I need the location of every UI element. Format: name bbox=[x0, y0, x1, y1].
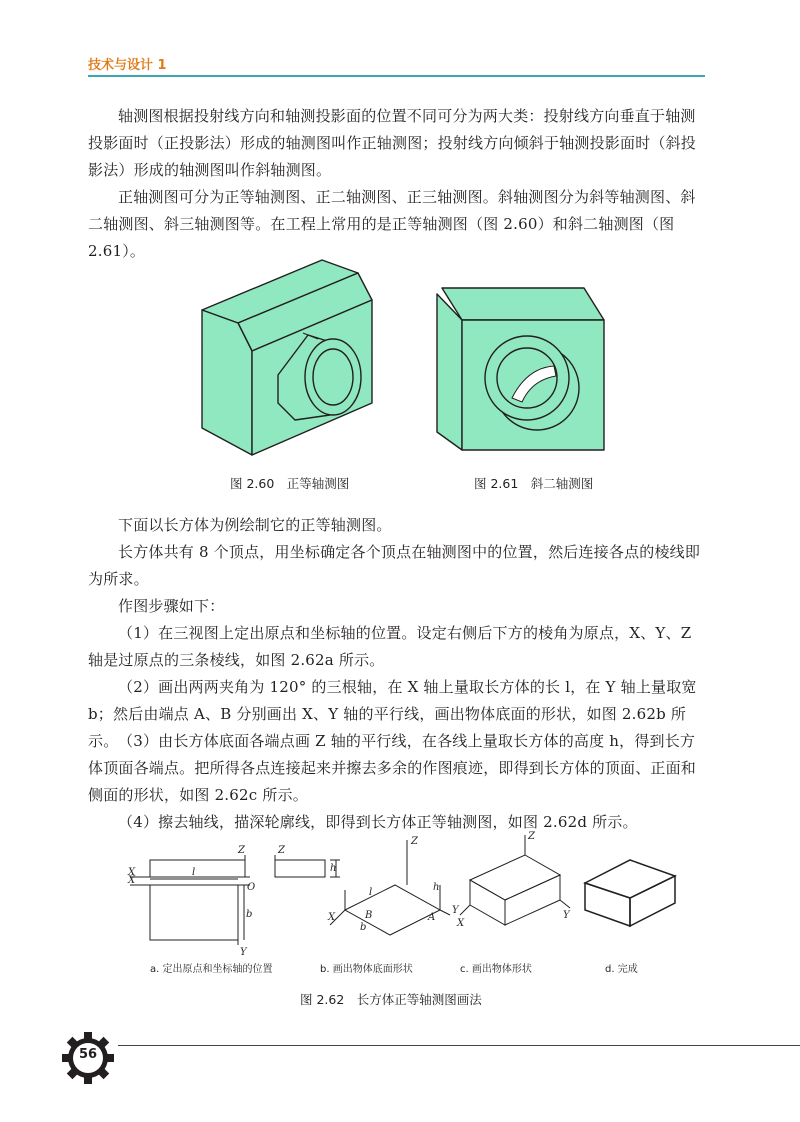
svg-text:Z: Z bbox=[278, 845, 285, 856]
svg-text:b: b bbox=[246, 909, 253, 920]
figure-2-62a-three-views bbox=[120, 845, 360, 965]
figure-2-60-caption: 图 2.60 正等轴测图 bbox=[230, 476, 350, 491]
svg-text:Z: Z bbox=[238, 845, 245, 856]
figure-2-62d-label: d. 完成 bbox=[605, 964, 638, 975]
figure-2-62c-box-construction bbox=[455, 830, 585, 940]
figure-2-61-caption: 图 2.61 斜二轴测图 bbox=[474, 476, 594, 491]
paragraph-9: （4）擦去轴线，描深轮廓线，即得到长方体正等轴测图，如图 2.62d 所示。 bbox=[118, 813, 638, 831]
svg-text:Y: Y bbox=[563, 910, 570, 921]
svg-text:h: h bbox=[330, 863, 337, 874]
svg-text:Z: Z bbox=[528, 831, 535, 842]
paragraph-1: 轴测图根据投射线方向和轴测投影面的位置不同可分为两大类：投射线方向垂直于轴测投影面时（正投影法）形成的轴测图叫作正轴测图；投射线方向倾斜于轴测投影面时（斜投影法）形成的轴测图叫作斜轴测图。 bbox=[88, 107, 697, 179]
svg-text:A: A bbox=[428, 912, 436, 923]
svg-text:Y: Y bbox=[240, 947, 247, 958]
page-number: 56 bbox=[78, 1047, 98, 1062]
svg-text:h: h bbox=[433, 882, 440, 893]
paragraph-6: （1）在三视图上定出原点和坐标轴的位置。设定右侧后下方的棱角为原点，X、Y、Z 轴是过原点的三条棱线，如图 2.62a 所示。 bbox=[88, 624, 692, 669]
svg-text:Z: Z bbox=[411, 836, 418, 847]
svg-text:X: X bbox=[457, 918, 465, 929]
svg-text:O: O bbox=[247, 882, 256, 893]
figure-2-62b-base-outline bbox=[325, 830, 465, 960]
svg-text:l: l bbox=[192, 867, 196, 878]
figure-2-62d-finished-box bbox=[580, 848, 680, 938]
figure-2-62b-label: b. 画出物体底面形状 bbox=[320, 964, 413, 975]
svg-text:X: X bbox=[128, 875, 136, 886]
paragraph-7: （2）画出两两夹角为 120° 的三根轴，在 X 轴上量取长方体的长 l，在 Y 轴上量取宽 b；然后由端点 A、B 分别画出 X、Y 轴的平行线，画出物体底面的形状，如图 2.62b 所示。 bbox=[88, 678, 697, 750]
paragraph-3: 下面以长方体为例绘制它的正等轴测图。 bbox=[118, 516, 392, 534]
header-rule bbox=[88, 75, 705, 77]
paragraph-8: （3）由长方体底面各端点画 Z 轴的平行线，在各线上量取长方体的高度 h，得到长方体顶面各端点。把所得各点连接起来并擦去多余的作图痕迹，即得到长方体的顶面、正面和侧面的形状，如图 2.62c 所示。 bbox=[88, 732, 697, 804]
svg-text:Y: Y bbox=[452, 905, 459, 916]
running-header: 技术与设计 1 bbox=[88, 58, 167, 73]
paragraph-4: 长方体共有 8 个顶点，用坐标确定各个顶点在轴测图中的位置，然后连接各点的棱线即为所求。 bbox=[88, 543, 701, 588]
paragraph-2: 正轴测图可分为正等轴测图、正二轴测图、正三轴测图。斜轴测图分为斜等轴测图、斜二轴测图、斜三轴测图等。在工程上常用的是正等轴测图（图 2.60）和斜二轴测图（图 2.61）。 bbox=[88, 188, 696, 260]
svg-text:b: b bbox=[360, 922, 367, 933]
svg-text:l: l bbox=[369, 887, 373, 898]
figure-2-61-oblique-solid bbox=[432, 280, 612, 460]
paragraph-5: 作图步骤如下： bbox=[118, 597, 225, 615]
svg-text:X: X bbox=[328, 912, 336, 923]
svg-text:X: X bbox=[128, 867, 136, 878]
figure-2-60-isometric-solid bbox=[190, 255, 390, 460]
footer-rule bbox=[118, 1045, 800, 1046]
figure-2-62a-label: a. 定出原点和坐标轴的位置 bbox=[150, 964, 273, 975]
figure-2-62-caption: 图 2.62 长方体正等轴测图画法 bbox=[300, 992, 482, 1007]
svg-text:B: B bbox=[365, 910, 373, 921]
figure-2-62c-label: c. 画出物体形状 bbox=[460, 964, 532, 975]
